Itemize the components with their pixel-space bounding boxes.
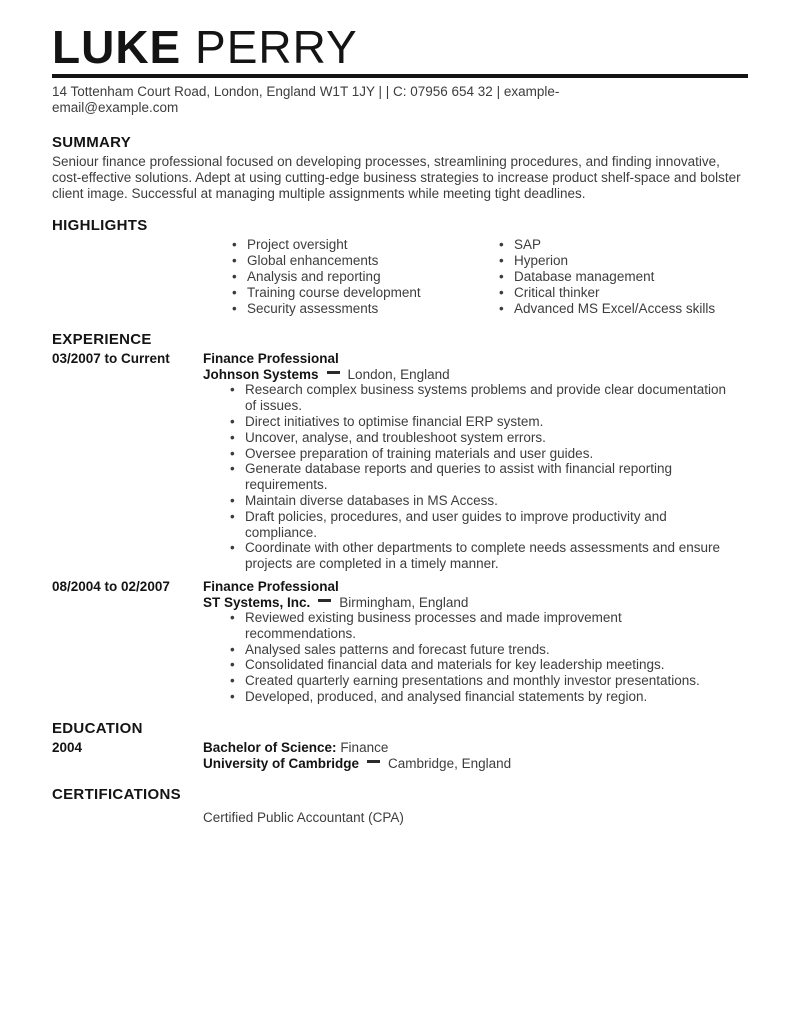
degree-field: Finance [340,739,389,755]
experience-section [52,331,748,704]
job-bullet: • Developed, produced, and analysed financial statements by region. [228,689,736,705]
highlight-item: • Security assessments [230,301,497,317]
job-bullet: • Uncover, analyse, and troubleshoot system errors. [228,430,736,446]
highlights-section [52,217,748,316]
last-name: PERRY [195,21,358,73]
highlight-item: • Database management [497,269,748,285]
highlight-item: • Project oversight [230,237,497,253]
job-entry [52,351,748,572]
job-company: Johnson Systems [203,367,319,383]
resume-header [52,21,748,117]
highlights-right-list [497,237,748,316]
highlights-columns [230,237,748,316]
job-title: Finance Professional [203,578,339,594]
education-section [52,720,748,771]
school-location: Cambridge, England [388,755,512,771]
job-bullet-list [228,610,736,705]
dash-separator [327,371,340,374]
education-school-line [203,756,748,771]
job-dates: 03/2007 to Current [52,351,170,367]
certifications-section [52,786,748,825]
job-bullet: • Research complex business systems problems and provide clear documentation of issues. [228,382,736,414]
job-bullet: • Created quarterly earning presentations and monthly investor presentations. [228,673,736,689]
job-bullet: • Reviewed existing business processes and made improvement recommendations. [228,610,736,642]
contact-line: 14 Tottenham Court Road, London, England W1T 1JY | | C: 07956 654 32 | example-email@example.com [52,83,560,116]
job-entry [52,579,748,705]
job-bullet: • Maintain diverse databases in MS Access. [228,493,736,509]
education-content [203,740,748,771]
certifications-heading: CERTIFICATIONS [52,785,181,803]
highlights-heading: HIGHLIGHTS [52,217,148,235]
highlights-left-list [230,237,497,316]
job-bullet-list [228,382,736,572]
education-entry [52,740,748,771]
job-company-line [203,367,748,382]
summary-text: Seniour finance professional focused on developing processes, streamlining procedures, and finding innovative, cost-effective solutions. Adept at using cutting-edge business strategies to increase product shelf-space and bolster client image. Successful at managing multiple assignments while meeting tight deadlines. [52,153,741,202]
job-content [203,351,748,572]
job-bullet: • Coordinate with other departments to complete needs assessments and ensure projects are completed in a timely manner. [228,540,736,572]
certification-item: Certified Public Accountant (CPA) [203,809,404,825]
job-bullet: • Generate database reports and queries to assist with financial reporting requirements. [228,461,736,493]
experience-heading: EXPERIENCE [52,331,152,349]
summary-section [52,134,748,203]
job-company: ST Systems, Inc. [203,594,311,610]
job-bullet: • Direct initiatives to optimise financial ERP system. [228,414,736,430]
degree-label: Bachelor of Science: [203,739,337,755]
job-bullet: • Analysed sales patterns and forecast future trends. [228,642,736,658]
header-rule [52,74,748,78]
education-year: 2004 [52,739,83,755]
dash-separator [367,760,380,763]
job-bullet: • Oversee preparation of training materials and user guides. [228,446,736,462]
job-location: London, England [347,367,450,383]
highlight-item: • Global enhancements [230,253,497,269]
page-title [52,21,748,73]
dash-separator [318,599,331,602]
job-company-line [203,595,748,610]
education-heading: EDUCATION [52,719,143,737]
job-dates: 08/2004 to 02/2007 [52,578,170,594]
highlight-item: • Advanced MS Excel/Access skills [497,301,748,317]
job-title: Finance Professional [203,351,339,367]
highlight-item: • SAP [497,237,748,253]
job-bullet: • Draft policies, procedures, and user guides to improve productivity and compliance. [228,509,736,541]
job-content [203,579,748,705]
first-name: LUKE [52,21,182,73]
job-location: Birmingham, England [339,594,469,610]
highlight-item: • Training course development [230,285,497,301]
education-degree-line [203,740,748,755]
school-name: University of Cambridge [203,755,360,771]
highlight-item: • Analysis and reporting [230,269,497,285]
highlight-item: • Critical thinker [497,285,748,301]
highlight-item: • Hyperion [497,253,748,269]
job-bullet: • Consolidated financial data and materials for key leadership meetings. [228,657,736,673]
summary-heading: SUMMARY [52,133,132,151]
